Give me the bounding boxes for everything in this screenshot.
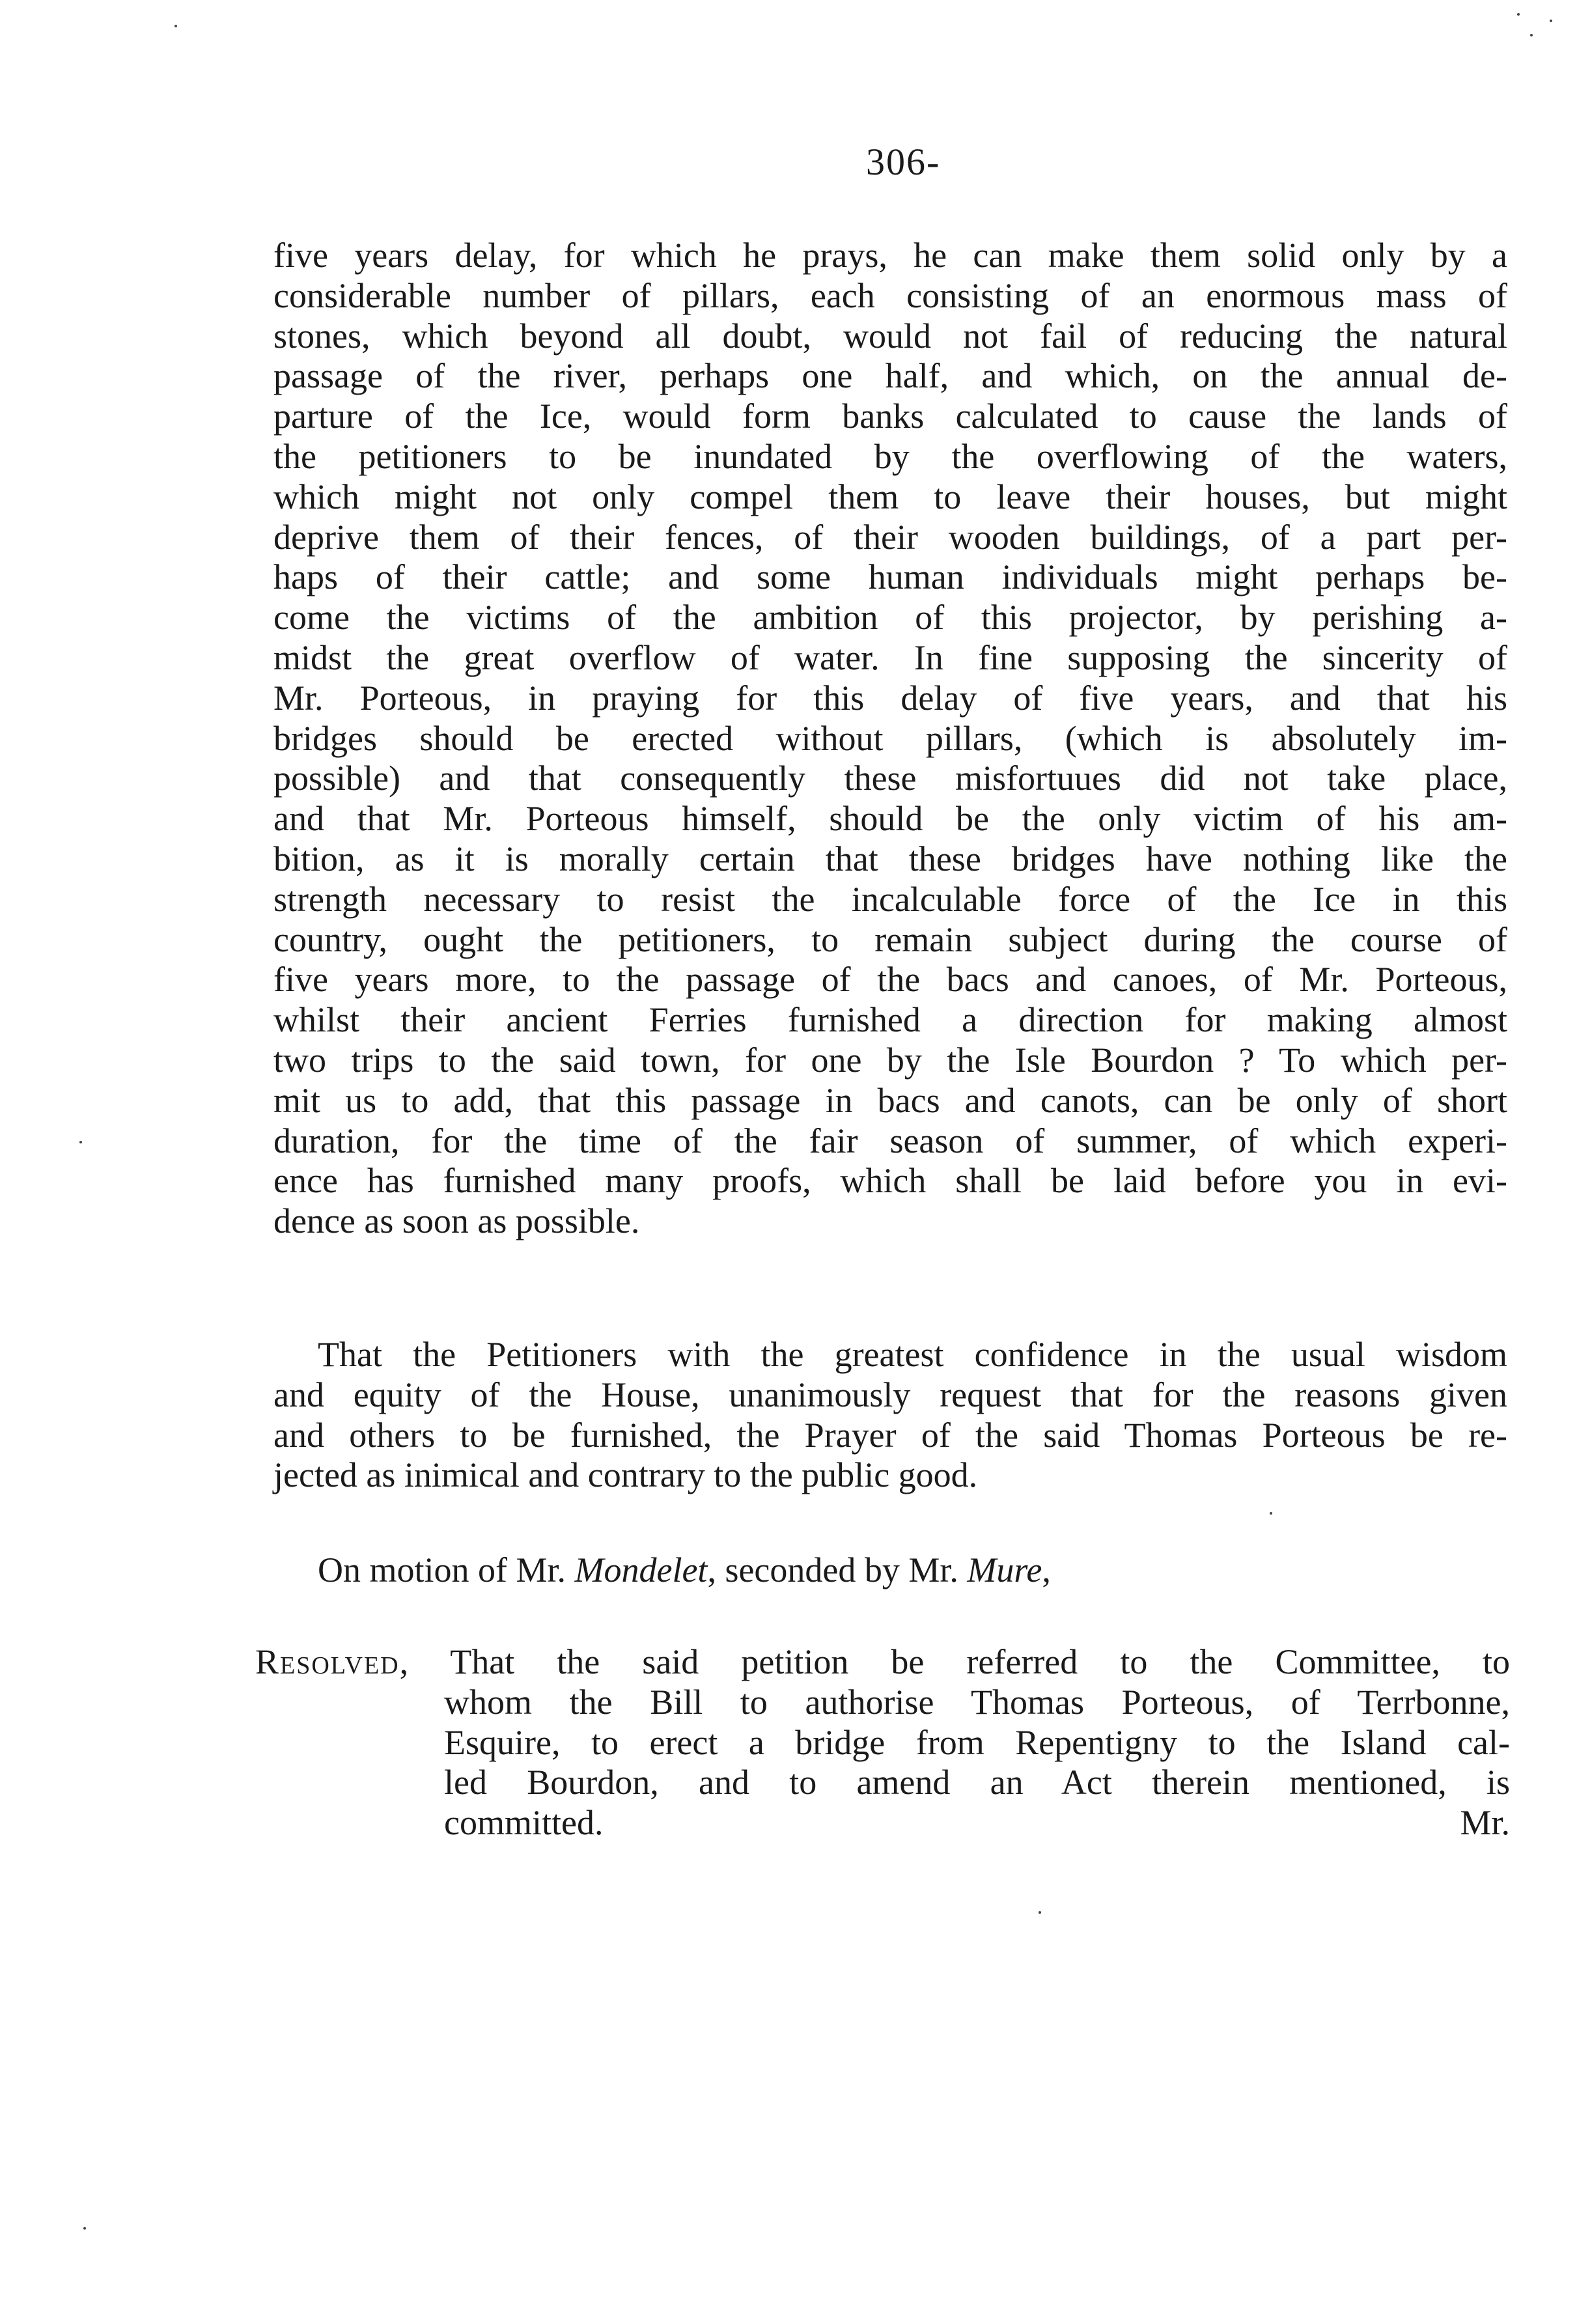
petition-body-line: midst the great overflow of water. In fine supposing the sincerity of — [273, 637, 1507, 677]
motion-suffix: , — [1042, 1550, 1051, 1589]
petition-request-line: and others to be furnished, the Prayer of the said Thomas Porteous be re- — [273, 1415, 1507, 1455]
petition-body-line: haps of their cattle; and some human individuals might perhaps be- — [273, 557, 1507, 597]
petition-body-line: the petitioners to be inundated by the overflowing of the waters, — [273, 436, 1507, 476]
resolution-last-text: committed. — [444, 1803, 604, 1843]
resolution — [255, 1642, 1510, 1843]
paragraph-petition-request — [273, 1335, 1507, 1496]
petition-request-line: jected as inimical and contrary to the public good. — [273, 1455, 978, 1495]
resolution-first-line — [255, 1642, 1510, 1683]
print-speck — [1517, 13, 1520, 16]
petition-body-line: five years delay, for which he prays, he can make them solid only by a — [273, 236, 1507, 275]
petition-body-line: passage of the river, perhaps one half, and which, on the annual de- — [273, 356, 1507, 396]
petition-body-line: stones, which beyond all doubt, would not fail of reducing the natural — [273, 316, 1507, 356]
print-speck — [1550, 20, 1552, 22]
resolution-line: led Bourdon, and to amend an Act therein mentioned, is — [444, 1763, 1510, 1802]
motion-seconder: Mure — [967, 1550, 1042, 1589]
petition-body-line: possible) and that consequently these misfortuues did not take place, — [273, 759, 1507, 798]
catchword: Mr. — [1460, 1803, 1510, 1843]
petition-body-line: come the victims of the ambition of this projector, by perishing a- — [273, 598, 1507, 637]
petition-body-line: Mr. Porteous, in praying for this delay of five years, and that his — [273, 678, 1507, 718]
print-speck — [1530, 34, 1533, 36]
petition-body-line: considerable number of pillars, each consisting of an enormous mass of — [273, 275, 1507, 315]
petition-body-line: country, ought the petitioners, to remain subject during the course of — [273, 919, 1507, 959]
petition-body-line: which might not only compel them to leave their houses, but might — [273, 477, 1507, 516]
petition-body-line: bridges should be erected without pillars, (which is absolutely im- — [273, 718, 1507, 758]
petition-body-line: duration, for the time of the fair season of summer, of which experi- — [273, 1121, 1507, 1160]
print-speck — [174, 25, 177, 27]
petition-body-line: bition, as it is morally certain that these bridges have nothing like the — [273, 839, 1507, 878]
resolution-line: whom the Bill to authorise Thomas Porteous, of Terrbonne, — [444, 1682, 1510, 1722]
petition-body-line: parture of the Ice, would form banks calculated to cause the lands of — [273, 397, 1507, 436]
petition-body-line: and that Mr. Porteous himself, should be the only victim of his am- — [273, 799, 1507, 839]
petition-body-line: ence has furnished many proofs, which shall be laid before you in evi- — [273, 1161, 1507, 1201]
print-speck — [1039, 1911, 1041, 1914]
resolution-first-text: , That the said petition be referred to the Committee, to — [399, 1642, 1510, 1681]
motion-line — [318, 1550, 1051, 1590]
petition-body-line: five years more, to the passage of the bacs and canoes, of Mr. Porteous, — [273, 960, 1507, 1000]
resolution-line-last — [255, 1803, 1510, 1843]
resolved-label: Resolved — [255, 1642, 400, 1681]
petition-body-line: two trips to the said town, for one by the Isle Bourdon ? To which per- — [273, 1040, 1507, 1080]
print-speck — [79, 1141, 82, 1143]
print-speck — [83, 2227, 86, 2230]
paragraph-petition-body — [273, 236, 1507, 1242]
petition-body-line: deprive them of their fences, of their wooden buildings, of a part per- — [273, 517, 1507, 557]
petition-request-line: That the Petitioners with the greatest confidence in the usual wisdom — [318, 1335, 1507, 1374]
motion-middle: , seconded by Mr. — [707, 1550, 968, 1589]
petition-body-line: whilst their ancient Ferries furnished a direction for making almost — [273, 1000, 1507, 1040]
resolution-line: Esquire, to erect a bridge from Repentigny to the Island cal- — [444, 1722, 1510, 1762]
petition-body-line: mit us to add, that this passage in bacs and canots, can be only of short — [273, 1080, 1507, 1120]
petition-body-line: dence as soon as possible. — [273, 1201, 640, 1241]
print-speck — [1270, 1512, 1272, 1515]
motion-mover: Mondelet — [574, 1550, 708, 1589]
petition-request-line: and equity of the House, unanimously request that for the reasons given — [273, 1375, 1507, 1414]
petition-body-line: strength necessary to resist the incalculable force of the Ice in this — [273, 879, 1507, 919]
motion-prefix: On motion of Mr. — [318, 1550, 575, 1589]
page-number: 306- — [866, 141, 941, 183]
